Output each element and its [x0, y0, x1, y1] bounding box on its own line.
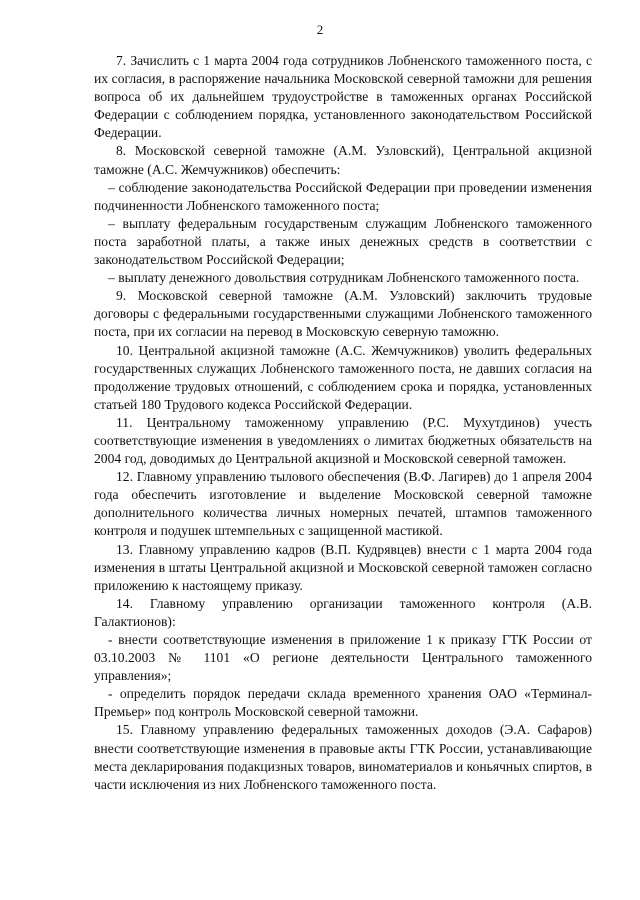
- paragraph-item-13: 13. Главному управлению кадров (В.П. Кудрявцев) внести с 1 марта 2004 года изменения в штаты Центральной акцизной и Московской северной таможен согласно приложению к настоящему приказу.: [94, 541, 592, 593]
- paragraph-item-12: 12. Главному управлению тылового обеспечения (В.Ф. Лагирев) до 1 апреля 2004 года обеспечить изготовление и выделение Московской северной таможне дополнительного количества личных номерных печатей, штампов таможенного контроля и подушек штемпельных с защищенной мастикой.: [94, 469, 592, 539]
- paragraph-item-14-dash-2: - определить порядок передачи склада временного хранения ОАО «Терминал-Премьер» под контроль Московской северной таможни.: [94, 686, 592, 720]
- document-body: [94, 52, 592, 794]
- paragraph-item-15: 15. Главному управлению федеральных таможенных доходов (Э.А. Сафаров) внести соответствующие изменения в правовые акты ГТК России, устанавливающие места декларирования подакцизных товаров, виноматериалов и коньячных спиртов, в части исключения из них Лобненского таможенного поста.: [94, 722, 592, 792]
- paragraph-item-8: 8. Московской северной таможне (А.М. Узловский), Центральной акцизной таможне (А.С. Жемчужников) обеспечить:: [94, 143, 592, 177]
- paragraph-item-8-dash-1: – соблюдение законодательства Российской Федерации при проведении изменения подчиненности Лобненского таможенного поста;: [94, 179, 592, 213]
- paragraph-item-8-dash-2: – выплату федеральным государственым служащим Лобненского таможенного поста заработной платы, а также иных денежных средств в соответствии с законодательством Российской Федерации;: [94, 215, 592, 268]
- paragraph-item-8-dash-3: – выплату денежного довольствия сотрудникам Лобненского таможенного поста.: [108, 270, 580, 286]
- paragraph-item-10: 10. Центральной акцизной таможне (А.С. Жемчужников) уволить федеральных государственных служащих Лобненского таможенного поста, не давших согласия на продолжение трудовых отношений, с соблюдением срока и порядка, установленных статьей 180 Трудового кодекса Российской Федерации.: [94, 342, 592, 412]
- page-number: 2: [316, 22, 324, 37]
- paragraph-item-9: 9. Московской северной таможне (А.М. Узловский) заключить трудовые договоры с федеральными государственными служащими Лобненского таможенного поста, при их согласии на перевод в Московскую северную таможню.: [94, 288, 592, 340]
- paragraph-item-14: 14. Главному управлению организации таможенного контроля (А.В. Галактионов):: [94, 595, 592, 629]
- paragraph-item-7: 7. Зачислить с 1 марта 2004 года сотрудников Лобненского таможенного поста, с их согласия, в распоряжение начальника Московской северной таможни для решения вопроса об их дальнейшем трудоустройстве в таможенных органах Российской Федерации с соблюдением порядка, установленного законодательством Российской Федерации.: [94, 53, 592, 141]
- paragraph-item-14-dash-1: - внести соответствующие изменения в приложение 1 к приказу ГТК России от 03.10.2003 № 1101 «О регионе деятельности Центрального таможенного управления»;: [94, 632, 592, 684]
- paragraph-item-11: 11. Центральному таможенному управлению (Р.С. Мухутдинов) учесть соответствующие изменения в уведомлениях о лимитах бюджетных обязательств на 2004 год, доводимых до Центральной акцизной и Московской северной таможен.: [94, 414, 592, 467]
